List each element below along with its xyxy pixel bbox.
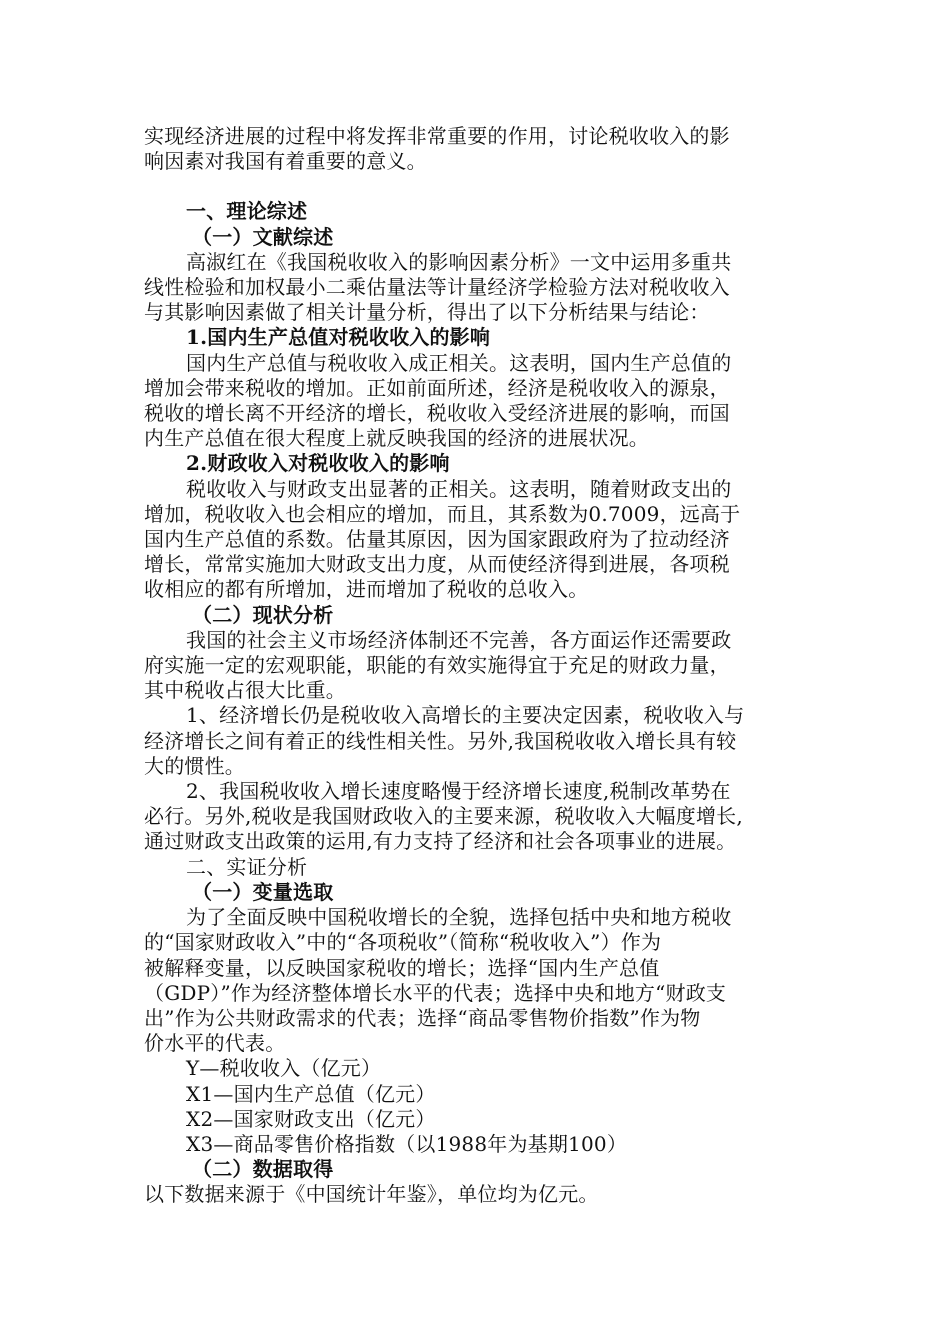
intro-line-2: 响因素对我国有着重要的意义。 xyxy=(144,149,427,174)
lit-review-line-3: 与其影响因素做了相关计量分析，得出了以下分析结果与结论： xyxy=(144,300,710,325)
status-item-2-line-1: 2、我国税收收入增长速度略慢于经济增长速度,税制改革势在 xyxy=(186,779,731,804)
variable-def-y: Y—税收收入（亿元） xyxy=(186,1056,382,1081)
status-item-1-line-1: 1、经济增长仍是税收收入高增长的主要决定因素，税收收入与 xyxy=(186,703,745,728)
status-line-3: 其中税收占很大比重。 xyxy=(144,678,346,703)
lit-review-heading: （一）文献综述 xyxy=(192,224,334,249)
variable-def-x2: X2—国家财政支出（亿元） xyxy=(186,1106,436,1131)
status-item-2-line-3: 通过财政支出政策的运用,有力支持了经济和社会各项事业的进展。 xyxy=(144,829,737,854)
point-2-line-2: 增加，税收收入也会相应的增加，而且，其系数为0.7009，远高于 xyxy=(144,501,741,526)
variable-def-x3: X3—商品零售价格指数（以1988年为基期100） xyxy=(186,1131,628,1156)
section-1-heading: 一、理论综述 xyxy=(186,199,308,224)
variables-line-3: 被解释变量，以反映国家税收的增长；选择“国内生产总值 xyxy=(144,955,660,980)
point-1-heading: 1.国内生产总值对税收收入的影响 xyxy=(186,325,491,350)
point-2-line-4: 增长，常常实施加大财政支出力度，从而使经济得到进展，各项税 xyxy=(144,552,730,577)
variables-line-5: 出”作为公共财政需求的代表；选择“商品零售物价指数”作为物 xyxy=(144,1005,701,1030)
variables-line-6: 价水平的代表。 xyxy=(144,1031,286,1056)
section-2-heading: 二、实证分析 xyxy=(186,854,308,879)
variables-line-4: （GDP）”作为经济整体增长水平的代表；选择中央和地方“财政支 xyxy=(144,980,727,1005)
point-1-line-2: 增加会带来税收的增加。正如前面所述，经济是税收收入的源泉， xyxy=(144,375,730,400)
status-line-2: 府实施一定的宏观职能，职能的有效实施得宜于充足的财政力量， xyxy=(144,653,730,678)
intro-line-1: 实现经济进展的过程中将发挥非常重要的作用，讨论税收收入的影 xyxy=(144,124,730,148)
data-source-line: 以下数据来源于《中国统计年鉴》，单位均为亿元。 xyxy=(144,1182,599,1207)
status-item-1-line-3: 大的惯性。 xyxy=(144,753,245,778)
variables-line-2: 的“国家财政收入”中的“各项税收”（简称“税收收入”）作为 xyxy=(144,930,662,955)
lit-review-line-1: 高淑红在《我国税收收入的影响因素分析》一文中运用多重共 xyxy=(186,249,732,274)
status-item-1-line-2: 经济增长之间有着正的线性相关性。另外,我国税收收入增长具有较 xyxy=(144,728,737,753)
status-item-2-line-2: 必行。另外,税收是我国财政收入的主要来源，税收收入大幅度增长, xyxy=(144,804,743,829)
lit-review-line-2: 线性检验和加权最小二乘估量法等计量经济学检验方法对税收收入 xyxy=(144,275,730,300)
status-line-1: 我国的社会主义市场经济体制还不完善，各方面运作还需要政 xyxy=(186,627,732,652)
variables-line-1: 为了全面反映中国税收增长的全貌，选择包括中央和地方税收 xyxy=(186,905,732,930)
status-heading: （二）现状分析 xyxy=(192,602,334,627)
point-2-line-1: 税收收入与财政支出显著的正相关。这表明，随着财政支出的 xyxy=(186,476,732,501)
point-1-line-3: 税收的增长离不开经济的增长，税收收入受经济进展的影响，而国 xyxy=(144,401,730,426)
document-body xyxy=(144,124,809,1208)
point-1-line-1: 国内生产总值与税收收入成正相关。这表明，国内生产总值的 xyxy=(186,350,732,375)
variable-def-x1: X1—国内生产总值（亿元） xyxy=(186,1081,436,1106)
point-2-heading: 2.财政收入对税收收入的影响 xyxy=(186,451,450,476)
point-2-line-3: 国内生产总值的系数。估量其原因，因为国家跟政府为了拉动经济 xyxy=(144,527,730,552)
variables-heading: （一）变量选取 xyxy=(192,879,334,904)
point-1-line-4: 内生产总值在很大程度上就反映我国的经济的进展状况。 xyxy=(144,426,649,451)
point-2-line-5: 收相应的都有所增加，进而增加了税收的总收入。 xyxy=(144,577,589,602)
data-source-heading: （二）数据取得 xyxy=(192,1157,334,1182)
